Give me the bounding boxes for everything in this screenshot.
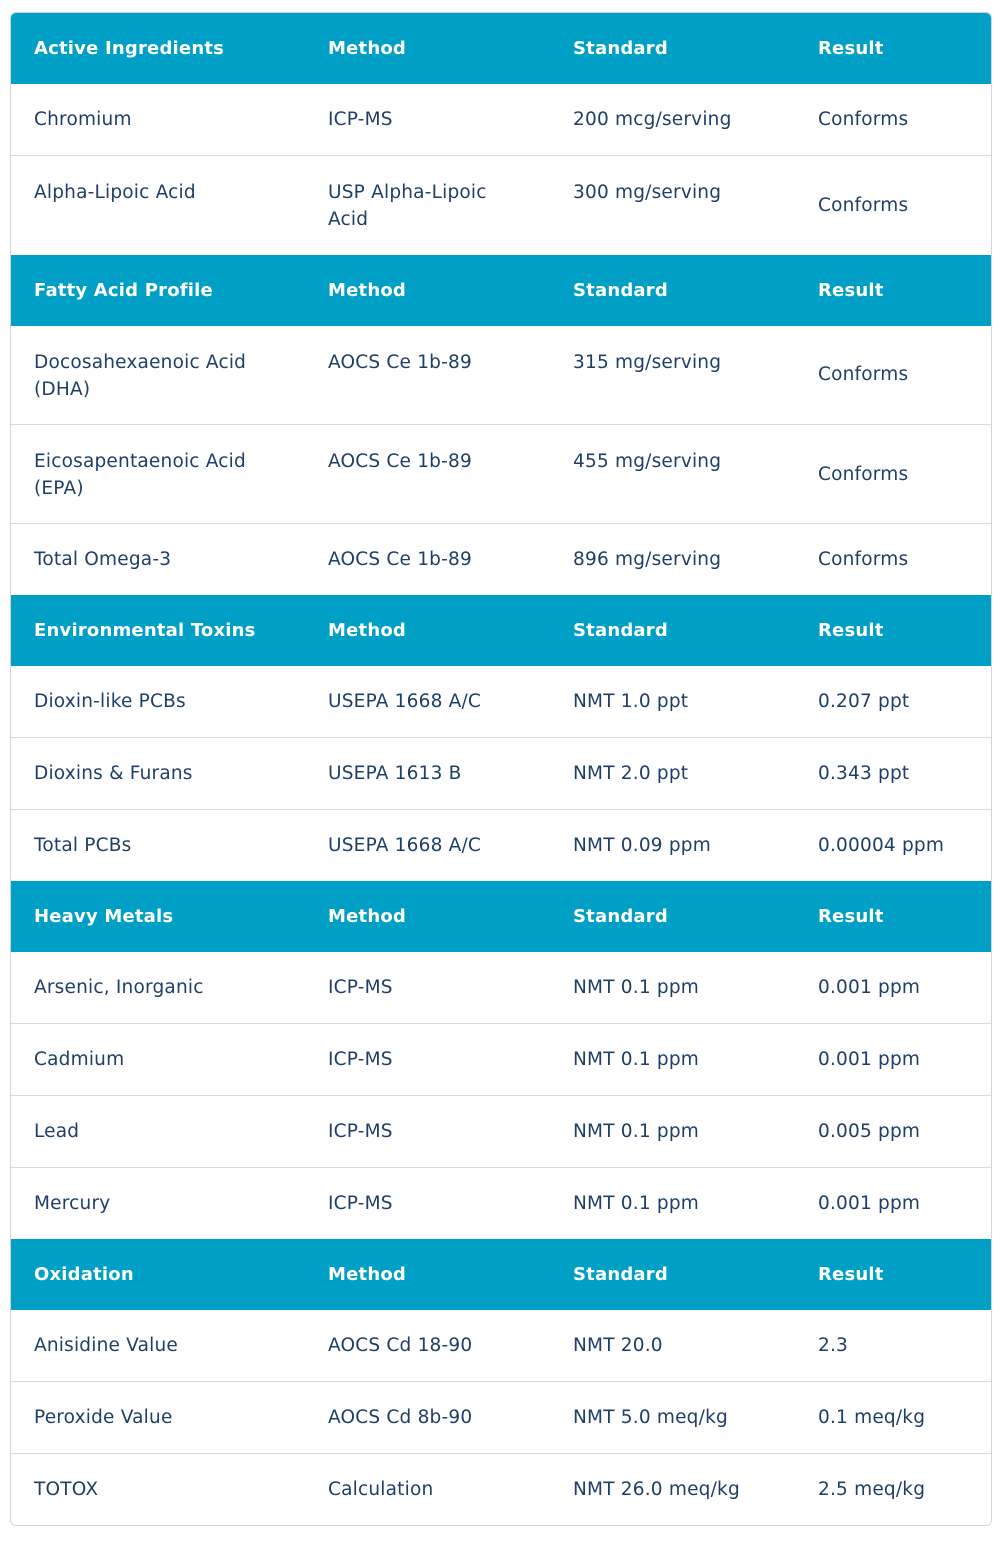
cell-result: Conforms [795,524,991,596]
header-method: Method [305,255,550,326]
cell-result: Conforms [818,109,909,130]
cell-test: TOTOX [11,1454,305,1526]
cell-standard: 300 mg/serving [550,156,795,255]
cell-test: Total PCBs [11,810,305,882]
cell-test: Dioxins & Furans [11,738,305,810]
cell-method: ICP-MS [305,1168,550,1240]
cell-result: 0.207 ppt [818,691,910,712]
cell-standard: 200 mcg/serving [573,109,732,130]
table-row [11,326,991,425]
table-row [11,1024,991,1096]
cell-result: 2.5 meq/kg [795,1454,991,1526]
table-row [11,425,991,524]
cell-method: ICP-MS [305,1024,550,1096]
cell-method: AOCS Cd 8b-90 [305,1382,550,1454]
table-row [11,1382,991,1454]
cell-standard: NMT 0.09 ppm [550,810,795,882]
header-standard: Standard [550,881,795,952]
table-row [11,810,991,882]
cell-method: USEPA 1668 A/C [328,691,482,712]
cell-test: Eicosapentaenoic Acid (EPA) [11,425,305,524]
cell-method: USEPA 1668 A/C [305,810,550,882]
cell-test: Total Omega-3 [11,524,305,596]
cell-test: Peroxide Value [11,1382,305,1454]
header-category: Active Ingredients [11,13,305,84]
header-category: Heavy Metals [11,881,305,952]
cell-method: AOCS Ce 1b-89 [305,524,550,596]
table-row [11,1168,991,1240]
header-standard: Standard [550,13,795,84]
cell-result: 0.343 ppt [795,738,991,810]
cell-method: USP Alpha-Lipoic Acid [305,156,550,255]
cell-test: Alpha-Lipoic Acid [11,156,305,255]
cell-method: USEPA 1613 B [305,738,550,810]
cell-standard: NMT 0.1 ppm [573,977,699,998]
cell-standard: NMT 0.1 ppm [550,1024,795,1096]
cell-result: 0.001 ppm [795,1024,991,1096]
header-category: Fatty Acid Profile [11,255,305,326]
section-header-active-ingredients [11,13,991,84]
table-row [11,738,991,810]
cell-standard: 315 mg/serving [573,351,722,373]
test-results-table-container [10,12,992,1526]
table-row [11,666,991,738]
section-header-heavy-metals [11,881,991,952]
cell-standard: NMT 0.1 ppm [550,1168,795,1240]
cell-test: Mercury [11,1168,305,1240]
cell-test: Arsenic, Inorganic [34,977,204,998]
cell-standard: NMT 26.0 meq/kg [550,1454,795,1526]
header-category: Environmental Toxins [11,595,305,666]
header-category: Oxidation [11,1239,305,1310]
header-result: Result [795,595,991,666]
cell-standard: NMT 20.0 [573,1335,663,1356]
cell-standard: 896 mg/serving [550,524,795,596]
section-header-environmental-toxins [11,595,991,666]
cell-result: 0.001 ppm [818,977,921,998]
cell-method: AOCS Cd 18-90 [328,1335,473,1356]
header-result: Result [795,13,991,84]
cell-standard: 455 mg/serving [550,425,795,524]
cell-result: Conforms [795,156,991,255]
cell-standard: NMT 0.1 ppm [550,1096,795,1168]
header-standard: Standard [550,595,795,666]
table-row [11,1096,991,1168]
cell-standard: NMT 2.0 ppt [550,738,795,810]
cell-test: Cadmium [11,1024,305,1096]
cell-result: 0.1 meq/kg [795,1382,991,1454]
header-result: Result [795,1239,991,1310]
test-results-table [11,13,991,1525]
table-row [11,952,991,1024]
section-header-fatty-acid-profile [11,255,991,326]
cell-method: AOCS Ce 1b-89 [305,425,550,524]
header-method: Method [305,881,550,952]
header-standard: Standard [550,255,795,326]
cell-method: ICP-MS [328,977,393,998]
cell-result: 2.3 [818,1335,849,1356]
cell-method: Calculation [305,1454,550,1526]
header-result: Result [795,255,991,326]
cell-result: Conforms [818,364,909,386]
cell-test: Chromium [34,109,132,130]
table-row [11,156,991,255]
section-header-oxidation [11,1239,991,1310]
cell-test: Docosahexaenoic Acid (DHA) [34,351,247,400]
table-row [11,1454,991,1526]
table-row [11,84,991,156]
table-row [11,524,991,596]
header-method: Method [305,595,550,666]
cell-result: 0.005 ppm [795,1096,991,1168]
table-row [11,1310,991,1382]
cell-test: Lead [11,1096,305,1168]
cell-standard: NMT 1.0 ppt [573,691,689,712]
header-method: Method [305,13,550,84]
cell-standard: NMT 5.0 meq/kg [550,1382,795,1454]
cell-method: ICP-MS [328,109,393,130]
cell-result: Conforms [795,425,991,524]
cell-test: Anisidine Value [34,1335,178,1356]
header-standard: Standard [550,1239,795,1310]
cell-result: 0.00004 ppm [795,810,991,882]
header-result: Result [795,881,991,952]
cell-method: AOCS Ce 1b-89 [328,351,472,373]
header-method: Method [305,1239,550,1310]
cell-method: ICP-MS [305,1096,550,1168]
cell-result: 0.001 ppm [795,1168,991,1240]
cell-test: Dioxin-like PCBs [34,691,186,712]
